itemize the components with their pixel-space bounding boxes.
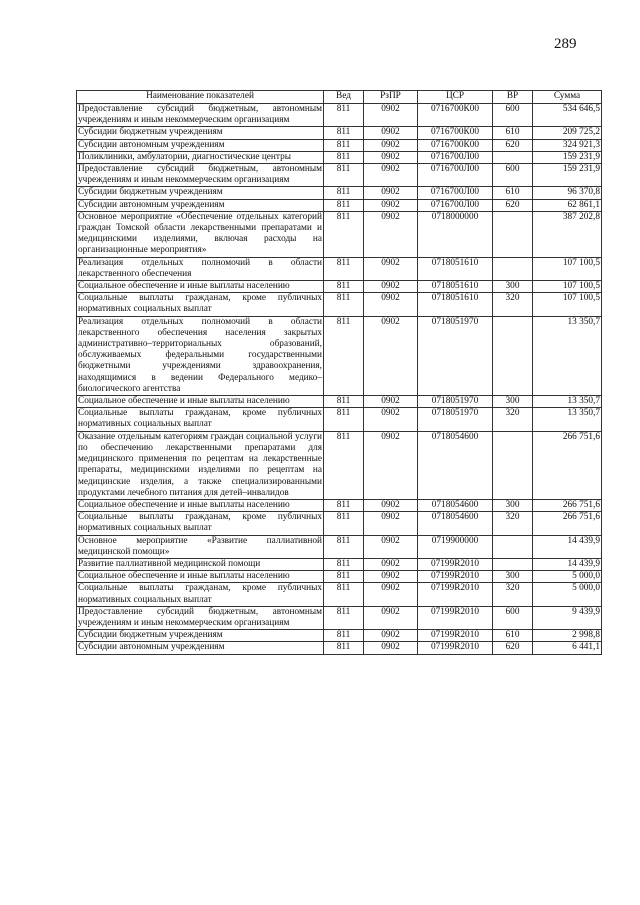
cell-name: Субсидии автономным учреждениям (77, 199, 324, 211)
cell-sum: 159 231,9 (533, 164, 602, 187)
table-row (77, 257, 602, 280)
table-row (77, 187, 602, 199)
cell-csr: 07199R2010 (418, 606, 493, 629)
header-csr: ЦСР (418, 91, 493, 104)
cell-sum: 13 350,7 (533, 316, 602, 395)
cell-ved: 811 (324, 431, 364, 499)
cell-csr: 0716700Л00 (418, 187, 493, 199)
cell-vr (493, 151, 533, 163)
cell-csr: 0718054600 (418, 512, 493, 535)
cell-csr: 07199R2010 (418, 571, 493, 583)
cell-rzpr: 0902 (364, 104, 418, 127)
table-row (77, 499, 602, 511)
cell-ved: 811 (324, 583, 364, 606)
cell-vr: 600 (493, 164, 533, 187)
budget-table (76, 90, 602, 655)
cell-sum: 266 751,6 (533, 512, 602, 535)
table-row (77, 630, 602, 642)
table-row (77, 642, 602, 654)
table-row (77, 558, 602, 570)
cell-rzpr: 0902 (364, 281, 418, 293)
cell-vr: 320 (493, 583, 533, 606)
cell-rzpr: 0902 (364, 571, 418, 583)
cell-ved: 811 (324, 606, 364, 629)
table-row (77, 281, 602, 293)
cell-csr: 0716700Л00 (418, 151, 493, 163)
cell-name: Субсидии бюджетным учреждениям (77, 127, 324, 139)
cell-csr: 0716700К00 (418, 104, 493, 127)
cell-csr: 0718054600 (418, 431, 493, 499)
cell-ved: 811 (324, 316, 364, 395)
cell-rzpr: 0902 (364, 606, 418, 629)
cell-rzpr: 0902 (364, 408, 418, 431)
cell-rzpr: 0902 (364, 583, 418, 606)
cell-rzpr: 0902 (364, 211, 418, 257)
cell-name: Социальные выплаты гражданам, кроме публичных нормативных социальных выплат (78, 583, 322, 605)
cell-rzpr: 0902 (364, 164, 418, 187)
cell-rzpr: 0902 (364, 642, 418, 654)
cell-rzpr: 0902 (364, 558, 418, 570)
cell-vr: 300 (493, 396, 533, 408)
cell-sum: 107 100,5 (533, 293, 602, 316)
cell-rzpr: 0902 (364, 293, 418, 316)
cell-vr (493, 211, 533, 257)
cell-name: Реализация отдельных полномочий в области лекарственного обеспечения населения закрытых административно–территориальных образований, обслуживаемых федеральными государственными бюджетными учреждениями здравоохранения, находящимися в ведении Федерального медико–биологического агентства (78, 316, 322, 394)
table-row (77, 431, 602, 499)
cell-csr: 0716700К00 (418, 139, 493, 151)
table-row (77, 211, 602, 257)
table-row (77, 583, 602, 606)
table-body (77, 104, 602, 655)
cell-vr (493, 535, 533, 558)
cell-name: Социальные выплаты гражданам, кроме публичных нормативных социальных выплат (78, 293, 322, 315)
cell-vr (493, 431, 533, 499)
cell-vr: 300 (493, 499, 533, 511)
cell-name: Субсидии бюджетным учреждениям (77, 630, 324, 642)
page-number: 289 (554, 36, 577, 52)
cell-sum: 96 370,8 (533, 187, 602, 199)
cell-ved: 811 (324, 187, 364, 199)
cell-name: Основное мероприятие «Обеспечение отдельных категорий граждан Томской области лекарственными препаратами и медицинскими изделиями, включая расходы на организационные мероприятия» (78, 211, 322, 256)
cell-vr (493, 257, 533, 280)
cell-csr: 0718054600 (418, 499, 493, 511)
cell-vr: 620 (493, 199, 533, 211)
table-row (77, 199, 602, 211)
cell-ved: 811 (324, 558, 364, 570)
cell-vr: 620 (493, 139, 533, 151)
cell-csr: 0716700К00 (418, 127, 493, 139)
cell-sum: 107 100,5 (533, 257, 602, 280)
cell-sum: 13 350,7 (533, 396, 602, 408)
table-row (77, 164, 602, 187)
cell-csr: 0718051970 (418, 396, 493, 408)
cell-name: Социальное обеспечение и иные выплаты населению (77, 571, 324, 583)
cell-csr: 0718051970 (418, 316, 493, 395)
cell-ved: 811 (324, 571, 364, 583)
cell-vr: 320 (493, 512, 533, 535)
cell-name: Социальное обеспечение и иные выплаты населению (77, 281, 324, 293)
cell-ved: 811 (324, 535, 364, 558)
cell-rzpr: 0902 (364, 431, 418, 499)
table-row (77, 127, 602, 139)
cell-name: Субсидии автономным учреждениям (77, 139, 324, 151)
cell-sum: 9 439,9 (533, 606, 602, 629)
cell-sum: 14 439,9 (533, 535, 602, 558)
table-row (77, 535, 602, 558)
cell-ved: 811 (324, 211, 364, 257)
table-row (77, 293, 602, 316)
cell-sum: 62 861,1 (533, 199, 602, 211)
cell-vr: 600 (493, 606, 533, 629)
table-row (77, 408, 602, 431)
cell-sum: 107 100,5 (533, 281, 602, 293)
cell-ved: 811 (324, 281, 364, 293)
cell-rzpr: 0902 (364, 535, 418, 558)
cell-rzpr: 0902 (364, 316, 418, 395)
cell-ved: 811 (324, 151, 364, 163)
cell-sum: 266 751,6 (533, 431, 602, 499)
cell-sum: 534 646,5 (533, 104, 602, 127)
cell-name: Социальные выплаты гражданам, кроме публичных нормативных социальных выплат (78, 408, 322, 430)
cell-name: Реализация отдельных полномочий в области лекарственного обеспечения (78, 257, 322, 279)
cell-name: Основное мероприятие «Развитие паллиативной медицинской помощи» (78, 535, 322, 557)
cell-name: Социальное обеспечение и иные выплаты населению (77, 396, 324, 408)
cell-csr: 0718051610 (418, 257, 493, 280)
cell-sum: 209 725,2 (533, 127, 602, 139)
cell-csr: 0718000000 (418, 211, 493, 257)
cell-csr: 07199R2010 (418, 642, 493, 654)
cell-name: Социальное обеспечение и иные выплаты населению (77, 499, 324, 511)
table-row (77, 571, 602, 583)
cell-sum: 6 441,1 (533, 642, 602, 654)
cell-vr: 300 (493, 571, 533, 583)
table-row (77, 139, 602, 151)
cell-name: Предоставление субсидий бюджетным, автономным учреждениям и иным некоммерческим организациям (78, 164, 322, 186)
cell-vr: 600 (493, 104, 533, 127)
header-rzpr: РзПР (364, 91, 418, 104)
cell-csr: 07199R2010 (418, 558, 493, 570)
header-ved: Вед (324, 91, 364, 104)
cell-rzpr: 0902 (364, 187, 418, 199)
cell-csr: 07199R2010 (418, 583, 493, 606)
cell-vr: 620 (493, 642, 533, 654)
cell-vr: 610 (493, 630, 533, 642)
cell-rzpr: 0902 (364, 127, 418, 139)
cell-sum: 159 231,9 (533, 151, 602, 163)
cell-rzpr: 0902 (364, 499, 418, 511)
table-row (77, 512, 602, 535)
cell-vr: 610 (493, 127, 533, 139)
cell-rzpr: 0902 (364, 199, 418, 211)
cell-csr: 0716700Л00 (418, 199, 493, 211)
header-vr: ВР (493, 91, 533, 104)
cell-name: Предоставление субсидий бюджетным, автономным учреждениям и иным некоммерческим организациям (78, 104, 322, 126)
table-header-row (77, 91, 602, 104)
cell-vr (493, 316, 533, 395)
cell-ved: 811 (324, 630, 364, 642)
cell-name: Оказание отдельным категориям граждан социальной услуги по обеспечению лекарственными препаратами для медицинского применения по рецептам на лекарственные препараты, медицинскими изделиями по рецептам на медицинские изделия, а также специализированными продуктами лечебного питания для детей–инвалидов (78, 431, 322, 498)
cell-sum: 266 751,6 (533, 499, 602, 511)
cell-csr: 0716700Л00 (418, 164, 493, 187)
cell-ved: 811 (324, 139, 364, 151)
cell-sum: 5 000,0 (533, 583, 602, 606)
cell-ved: 811 (324, 293, 364, 316)
cell-ved: 811 (324, 396, 364, 408)
cell-sum: 2 998,8 (533, 630, 602, 642)
cell-name: Поликлиники, амбулатории, диагностические центры (77, 151, 324, 163)
cell-sum: 14 439,9 (533, 558, 602, 570)
table-row (77, 396, 602, 408)
cell-ved: 811 (324, 257, 364, 280)
table-row (77, 316, 602, 395)
cell-ved: 811 (324, 642, 364, 654)
cell-csr: 0718051970 (418, 408, 493, 431)
cell-ved: 811 (324, 104, 364, 127)
table-row (77, 606, 602, 629)
table-row (77, 104, 602, 127)
cell-vr: 300 (493, 281, 533, 293)
cell-ved: 811 (324, 408, 364, 431)
cell-ved: 811 (324, 199, 364, 211)
cell-sum: 387 202,8 (533, 211, 602, 257)
table-row (77, 151, 602, 163)
cell-rzpr: 0902 (364, 151, 418, 163)
cell-name: Развитие паллиативной медицинской помощи (77, 558, 324, 570)
cell-vr: 610 (493, 187, 533, 199)
cell-name: Субсидии автономным учреждениям (77, 642, 324, 654)
cell-ved: 811 (324, 499, 364, 511)
cell-vr: 320 (493, 293, 533, 316)
cell-csr: 0718051610 (418, 281, 493, 293)
header-sum: Сумма (533, 91, 602, 104)
cell-rzpr: 0902 (364, 512, 418, 535)
cell-ved: 811 (324, 127, 364, 139)
header-name: Наименование показателей (77, 91, 324, 104)
cell-vr (493, 558, 533, 570)
cell-sum: 5 000,0 (533, 571, 602, 583)
cell-rzpr: 0902 (364, 630, 418, 642)
cell-name: Социальные выплаты гражданам, кроме публичных нормативных социальных выплат (78, 512, 322, 534)
cell-csr: 0718051610 (418, 293, 493, 316)
cell-name: Предоставление субсидий бюджетным, автономным учреждениям и иным некоммерческим организациям (78, 606, 322, 628)
cell-csr: 0719900000 (418, 535, 493, 558)
cell-rzpr: 0902 (364, 257, 418, 280)
cell-sum: 13 350,7 (533, 408, 602, 431)
cell-sum: 324 921,3 (533, 139, 602, 151)
cell-name: Субсидии бюджетным учреждениям (77, 187, 324, 199)
cell-vr: 320 (493, 408, 533, 431)
cell-rzpr: 0902 (364, 396, 418, 408)
cell-ved: 811 (324, 512, 364, 535)
cell-rzpr: 0902 (364, 139, 418, 151)
cell-csr: 07199R2010 (418, 630, 493, 642)
cell-ved: 811 (324, 164, 364, 187)
